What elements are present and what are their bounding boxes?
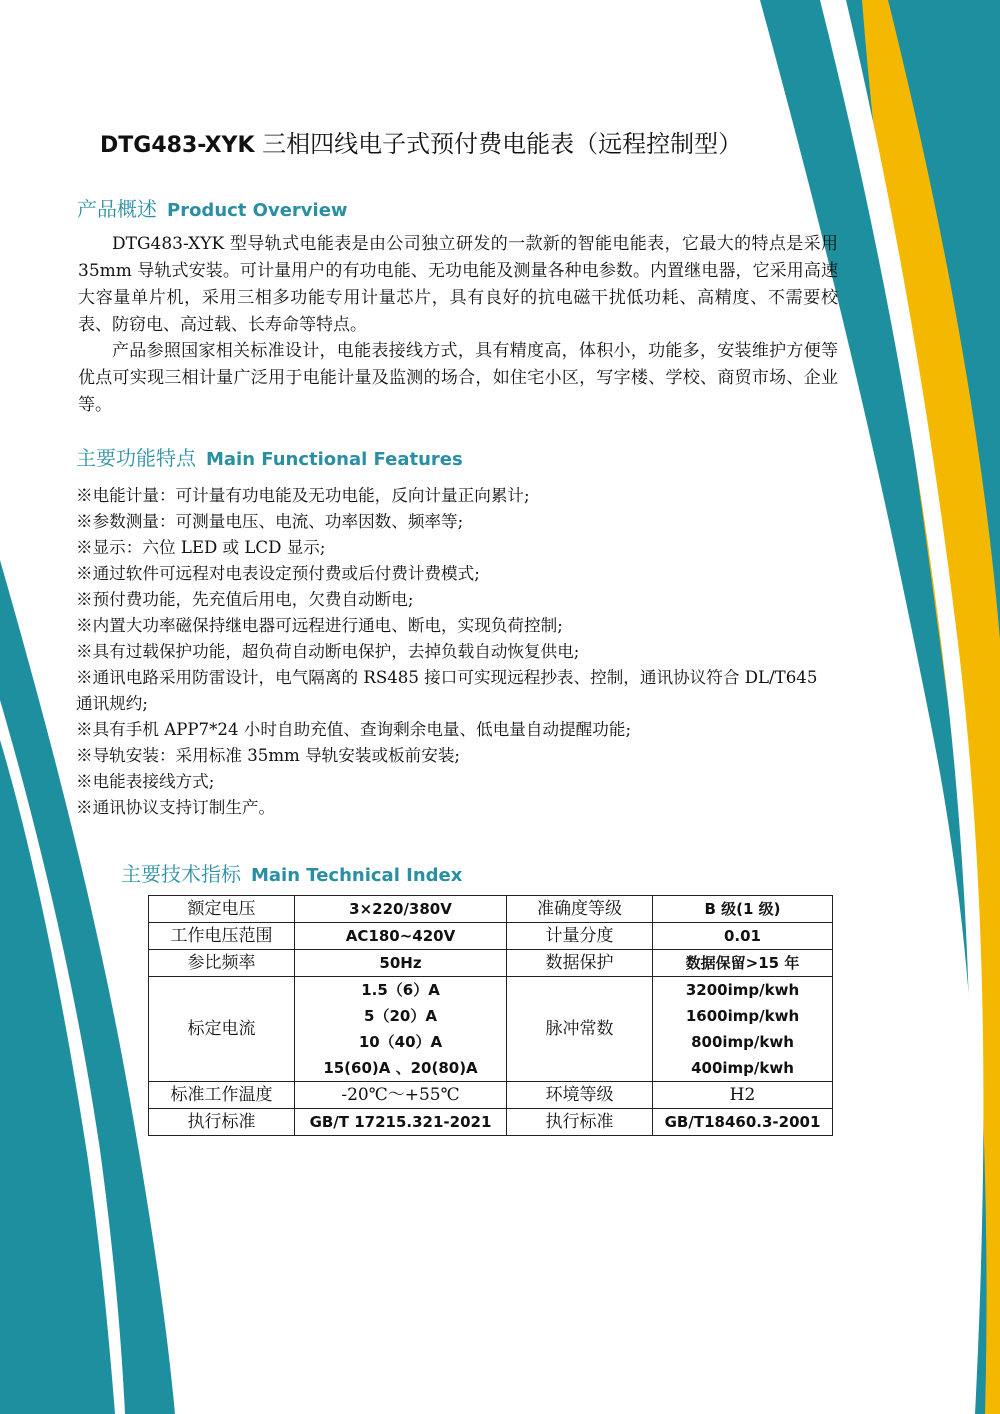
pulse-constant-value: 3200imp/kwh	[685, 981, 800, 999]
accuracy-label: 准确度等级	[507, 896, 653, 923]
tech-heading-cn: 主要技术指标	[121, 862, 241, 886]
temperature-value: -20℃～+55℃	[295, 1082, 507, 1109]
page-title	[100, 124, 860, 159]
data-protection-value: 数据保留>15 年	[653, 950, 833, 977]
environment-class-label: 环境等级	[507, 1082, 653, 1109]
list-item: ※具有手机 APP7*24 小时自助充值、查询剩余电量、低电量自动提醒功能;	[76, 720, 632, 739]
title-name: 三相四线电子式预付费电能表（远程控制型）	[262, 130, 743, 158]
rated-current-value: 1.5（6）A	[361, 981, 440, 999]
overview-heading-en: Product Overview	[167, 200, 348, 221]
overview-heading	[77, 193, 348, 222]
list-item: ※预付费功能，先充值后用电，欠费自动断电;	[76, 590, 414, 609]
rated-current-label: 标定电流	[149, 977, 295, 1082]
tech-heading	[121, 858, 462, 887]
pulse-constant-values	[653, 977, 833, 1082]
rated-current-value: 15(60)A 、20(80)A	[323, 1059, 478, 1077]
rated-current-values	[295, 977, 507, 1082]
list-item: ※通讯电路采用防雷设计，电气隔离的 RS485 接口可实现远程抄表、控制，通讯协议符合 DL/T645 通讯规约;	[76, 668, 818, 713]
table-row	[149, 1082, 833, 1109]
standard-label-1: 执行标准	[149, 1109, 295, 1136]
metering-resolution-value: 0.01	[653, 923, 833, 950]
tech-spec-table	[148, 895, 833, 1136]
list-item: ※通过软件可远程对电表设定预付费或后付费计费模式;	[76, 564, 480, 583]
list-item: ※内置大功率磁保持继电器可远程进行通电、断电，实现负荷控制;	[76, 616, 563, 635]
accuracy-value: B 级(1 级)	[653, 896, 833, 923]
pulse-constant-label: 脉冲常数	[507, 977, 653, 1082]
pulse-constant-value: 1600imp/kwh	[685, 1007, 800, 1025]
rated-voltage-label: 额定电压	[149, 896, 295, 923]
standard-value-2: GB/T18460.3-2001	[653, 1109, 833, 1136]
list-item: ※电能计量：可计量有功电能及无功电能，反向计量正向累计;	[76, 486, 530, 505]
data-protection-label: 数据保护	[507, 950, 653, 977]
pulse-constant-value: 800imp/kwh	[691, 1033, 794, 1051]
table-row	[149, 1109, 833, 1136]
list-item: ※电能表接线方式;	[76, 772, 215, 791]
rated-current-value: 5（20）A	[364, 1007, 437, 1025]
table-row	[149, 923, 833, 950]
pulse-constant-value: 400imp/kwh	[691, 1059, 794, 1077]
list-item: ※参数测量：可测量电压、电流、功率因数、频率等;	[76, 512, 464, 531]
standard-label-2: 执行标准	[507, 1109, 653, 1136]
temperature-label: 标准工作温度	[149, 1082, 295, 1109]
list-item: ※显示：六位 LED 或 LCD 显示;	[76, 538, 326, 557]
frequency-value: 50Hz	[295, 950, 507, 977]
features-list	[76, 483, 836, 821]
list-item: ※导轨安装：采用标准 35mm 导轨安装或板前安装;	[76, 746, 461, 765]
standard-value-1: GB/T 17215.321-2021	[295, 1109, 507, 1136]
frequency-label: 参比频率	[149, 950, 295, 977]
metering-resolution-label: 计量分度	[507, 923, 653, 950]
title-model: DTG483-XYK	[100, 133, 255, 158]
features-heading-en: Main Functional Features	[206, 449, 463, 470]
features-heading-cn: 主要功能特点	[76, 446, 196, 470]
features-heading	[76, 442, 463, 471]
list-item: ※通讯协议支持订制生产。	[76, 798, 276, 817]
table-row	[149, 977, 833, 1082]
voltage-range-value: AC180~420V	[295, 923, 507, 950]
environment-class-value: H2	[653, 1082, 833, 1109]
rated-current-value: 10（40）A	[358, 1033, 443, 1051]
overview-paragraph-2: 产品参照国家相关标准设计，电能表接线方式，具有精度高，体积小，功能多，安装维护方便等优点可实现三相计量广泛用于电能计量及监测的场合，如住宅小区，写字楼、学校、商贸市场、企业等。	[78, 341, 838, 415]
voltage-range-label: 工作电压范围	[149, 923, 295, 950]
table-row	[149, 896, 833, 923]
table-row	[149, 950, 833, 977]
list-item: ※具有过载保护功能，超负荷自动断电保护，去掉负载自动恢复供电;	[76, 642, 580, 661]
overview-heading-cn: 产品概述	[77, 197, 157, 221]
rated-voltage-value: 3×220/380V	[295, 896, 507, 923]
overview-paragraph-1: DTG483-XYK 型导轨式电能表是由公司独立研发的一款新的智能电能表，它最大的特点是采用 35mm 导轨式安装。可计量用户的有功电能、无功电能及测量各种电参数。内置继电器，它采用高速大容量单片机，采用三相多功能专用计量芯片，具有良好的抗电磁干扰低功耗、高精度、不需要校表、防窃电、高过载、长寿命等特点。	[78, 234, 838, 335]
tech-heading-en: Main Technical Index	[251, 865, 463, 886]
